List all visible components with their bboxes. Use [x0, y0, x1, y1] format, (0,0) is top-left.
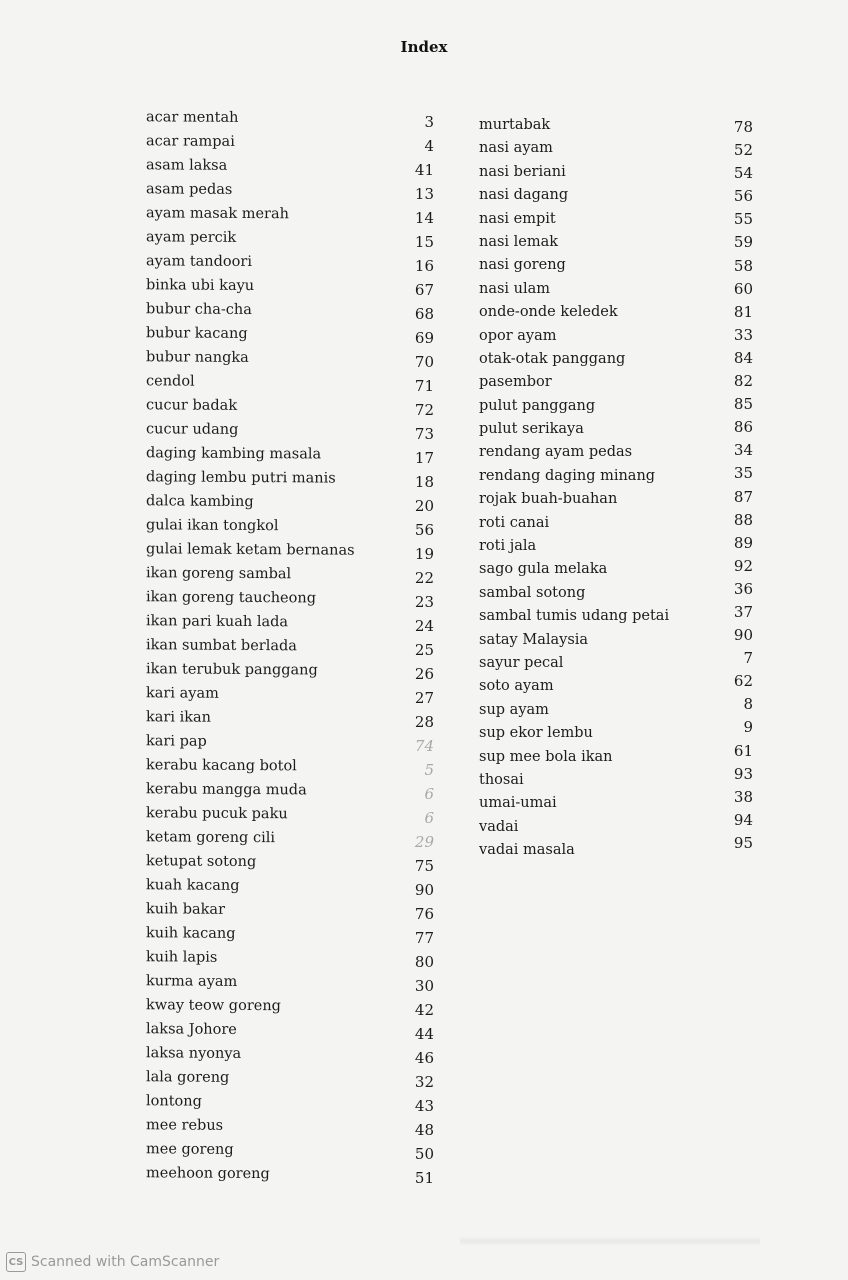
index-entry-name: thosai	[479, 771, 524, 788]
index-entry-name: ikan terubuk panggang	[146, 661, 318, 679]
index-entry-name: kuah kacang	[146, 877, 240, 894]
index-entry-name: bubur nangka	[146, 349, 249, 366]
index-entry-page: 18	[414, 473, 434, 491]
index-entry-page: 25	[414, 641, 434, 659]
index-entry-page: 5	[424, 761, 434, 779]
index-entry-page: 77	[414, 929, 434, 947]
index-entry-page: 50	[414, 1145, 434, 1163]
index-entry-name: roti jala	[479, 538, 537, 555]
index-entry-page: 14	[414, 209, 434, 227]
index-entry-name: pulut panggang	[479, 397, 596, 414]
index-entry-page: 80	[414, 953, 434, 971]
index-entry-page: 73	[414, 425, 434, 443]
index-entry-page: 23	[414, 593, 434, 611]
index-entry-name: kari ikan	[146, 709, 212, 726]
index-entry-name: onde-onde keledek	[479, 304, 618, 321]
index-entry-name: nasi lemak	[479, 233, 559, 250]
index-entry-page: 94	[733, 810, 753, 829]
index-entry-name: vadai masala	[479, 842, 575, 859]
index-entry-name: cucur badak	[146, 397, 238, 414]
index-entry-page: 15	[414, 233, 434, 251]
index-entry-page: 74	[414, 737, 434, 755]
index-entry-page: 26	[414, 665, 434, 683]
page-title: Index	[400, 38, 448, 56]
index-entry-name: lontong	[146, 1093, 202, 1110]
index-entry-page: 87	[733, 487, 753, 506]
index-entry-name: satay Malaysia	[479, 631, 589, 648]
index-entry-name: nasi empit	[479, 210, 556, 227]
index-entry-page: 51	[414, 1169, 434, 1187]
index-entry-name: sambal tumis udang petai	[479, 608, 670, 625]
index-entry-name: kuih bakar	[146, 901, 225, 918]
index-entry-page: 60	[733, 279, 753, 298]
index-entry-page: 42	[414, 1001, 434, 1019]
index-entry-page: 13	[414, 185, 434, 203]
index-entry-name: murtabak	[479, 117, 551, 133]
index-entry-name: rendang daging minang	[479, 467, 656, 484]
index-entry-page: 68	[414, 305, 434, 323]
left-column-page-numbers	[398, 110, 434, 1190]
index-entry-name: kway teow goreng	[146, 997, 281, 1015]
index-entry-page: 52	[733, 141, 753, 160]
index-entry-page: 38	[733, 787, 753, 806]
index-entry-page: 62	[733, 672, 753, 691]
index-entry-page: 44	[414, 1025, 434, 1043]
index-entry-name: sambal sotong	[479, 584, 586, 601]
index-entry-name: laksa Johore	[146, 1021, 237, 1038]
index-entry-name: ayam tandoori	[146, 253, 252, 271]
scan-shadow	[460, 1236, 760, 1246]
index-entry-page: 27	[414, 689, 434, 707]
index-entry-name: daging lembu putri manis	[146, 469, 336, 487]
index-entry-name: ayam percik	[146, 229, 237, 246]
index-entry-page: 48	[414, 1121, 434, 1139]
index-entry-page: 20	[414, 497, 434, 515]
index-entry-name: ikan goreng sambal	[146, 565, 292, 583]
index-entry-page: 32	[414, 1073, 434, 1091]
index-entry-name: kari pap	[146, 733, 207, 750]
index-entry-name: ikan sumbat berlada	[146, 637, 297, 655]
index-entry-page: 69	[414, 329, 434, 347]
index-entry-page: 85	[733, 395, 753, 414]
index-entry-page: 46	[414, 1049, 434, 1067]
index-entry-page: 78	[733, 118, 753, 136]
index-entry-page: 34	[733, 441, 753, 460]
index-entry-name: pasembor	[479, 374, 552, 391]
index-entry-name: vadai	[479, 818, 519, 835]
index-entry-name: soto ayam	[479, 678, 554, 695]
index-entry-name: sago gula melaka	[479, 561, 608, 578]
index-entry-name: daging kambing masala	[146, 445, 322, 463]
watermark-text: Scanned with CamScanner	[31, 1254, 220, 1270]
index-entry-name: umai-umai	[479, 795, 557, 812]
index-entry-page: 6	[424, 785, 434, 803]
index-entry-page: 72	[414, 401, 434, 419]
index-entry-name: acar rampai	[146, 133, 235, 150]
index-entry-page: 30	[414, 977, 434, 995]
index-entry-name: bubur kacang	[146, 325, 248, 342]
index-entry-name: otak-otak panggang	[479, 350, 626, 367]
index-entry-page: 90	[733, 626, 753, 645]
index-entry-page: 24	[414, 617, 434, 635]
index-entry-name: kurma ayam	[146, 973, 238, 990]
index-entry-page: 88	[733, 510, 753, 529]
index-entry-name: mee goreng	[146, 1141, 234, 1158]
index-entry-name: binka ubi kayu	[146, 277, 255, 295]
index-entry-page: 35	[733, 464, 753, 483]
index-entry-name: ketupat sotong	[146, 853, 257, 871]
index-entry-page: 9	[743, 718, 753, 737]
index-entry-name: bubur cha-cha	[146, 301, 252, 319]
index-entry-page: 3	[424, 113, 434, 131]
index-entry-page: 19	[414, 545, 434, 563]
index-entry-page: 17	[414, 449, 434, 467]
index-entry-page: 61	[733, 741, 753, 760]
index-entry-name: opor ayam	[479, 327, 557, 344]
index-entry-page: 4	[424, 137, 434, 155]
index-entry-name: rendang ayam pedas	[479, 444, 633, 461]
index-entry-name: nasi beriani	[479, 163, 566, 180]
index-entry-name: ikan pari kuah lada	[146, 613, 289, 631]
index-entry-name: pulut serikaya	[479, 421, 584, 438]
right-column-recipe-names	[479, 114, 669, 863]
index-entry-page: 95	[733, 833, 753, 852]
index-entry-name: roti canai	[479, 514, 550, 531]
index-entry-name: nasi ulam	[479, 280, 551, 297]
index-entry-page: 41	[414, 161, 434, 179]
index-entry-page: 59	[733, 233, 753, 252]
index-entry-name: sup ekor lembu	[479, 725, 593, 742]
index-entry-page: 56	[414, 521, 434, 539]
index-entry-name: cucur udang	[146, 421, 239, 438]
index-entry-name: rojak buah-buahan	[479, 491, 618, 508]
index-entry-name: kerabu mangga muda	[146, 781, 307, 799]
index-entry-page: 6	[424, 809, 434, 827]
index-entry-page: 29	[414, 833, 434, 851]
index-entry-page: 82	[733, 372, 753, 391]
index-entry-page: 33	[733, 325, 753, 344]
index-entry-page: 93	[733, 764, 753, 783]
index-entry-name: kari ayam	[146, 685, 219, 702]
index-entry-page: 84	[733, 348, 753, 367]
index-entry-name: kuih kacang	[146, 925, 236, 942]
index-entry-name: ikan goreng taucheong	[146, 589, 316, 607]
index-entry-page: 22	[414, 569, 434, 587]
index-entry-page: 43	[414, 1097, 434, 1115]
index-entry-page: 86	[733, 418, 753, 437]
index-entry-page: 36	[733, 579, 753, 598]
index-entry-name: acar mentah	[146, 109, 239, 126]
index-entry-name: ayam masak merah	[146, 205, 289, 223]
index-entry-page: 75	[414, 857, 434, 875]
index-entry-name: nasi dagang	[479, 187, 569, 204]
index-entry-name: sup ayam	[479, 701, 549, 718]
index-entry-name: ketam goreng cili	[146, 829, 275, 847]
camscanner-logo-icon: CS	[6, 1252, 26, 1272]
index-entry-name: asam pedas	[146, 181, 233, 198]
index-entry-page: 37	[733, 602, 753, 621]
index-entry-name: asam laksa	[146, 157, 228, 174]
index-entry-name: kerabu kacang botol	[146, 757, 297, 775]
index-entry-page: 71	[414, 377, 434, 395]
right-column-page-numbers	[716, 116, 753, 855]
camscanner-watermark	[6, 1252, 219, 1272]
index-entry-name: nasi goreng	[479, 257, 566, 274]
index-entry-name: meehoon goreng	[146, 1165, 270, 1183]
index-entry-name: sup mee bola ikan	[479, 748, 613, 765]
index-entry-name: dalca kambing	[146, 493, 254, 511]
index-entry-page: 67	[414, 281, 434, 299]
left-column-recipe-names	[146, 105, 355, 1186]
index-entry-name: sayur pecal	[479, 654, 564, 671]
index-entry-name: gulai lemak ketam bernanas	[146, 541, 355, 559]
index-entry-page: 55	[733, 210, 753, 229]
index-entry-page: 7	[743, 649, 753, 668]
index-entry-page: 56	[733, 187, 753, 206]
index-entry-name: kuih lapis	[146, 949, 218, 966]
index-entry-name: laksa nyonya	[146, 1045, 242, 1062]
index-entry-name: gulai ikan tongkol	[146, 517, 279, 535]
index-entry-page: 76	[414, 905, 434, 923]
index-entry-page: 16	[414, 257, 434, 275]
index-entry-name: mee rebus	[146, 1117, 224, 1134]
index-entry-page: 81	[733, 302, 753, 321]
index-entry-page: 70	[414, 353, 434, 371]
index-entry-name: cendol	[146, 373, 195, 390]
index-entry-page: 8	[743, 695, 753, 714]
index-entry-name: kerabu pucuk paku	[146, 805, 288, 823]
index-entry-page: 58	[733, 256, 753, 275]
index-entry-page: 54	[733, 164, 753, 183]
index-entry-name: lala goreng	[146, 1069, 230, 1086]
index-entry-name: nasi ayam	[479, 140, 553, 157]
index-entry-page: 92	[733, 556, 753, 575]
index-entry-page: 90	[414, 881, 434, 899]
index-entry-page: 28	[414, 713, 434, 731]
index-entry-page: 89	[733, 533, 753, 552]
